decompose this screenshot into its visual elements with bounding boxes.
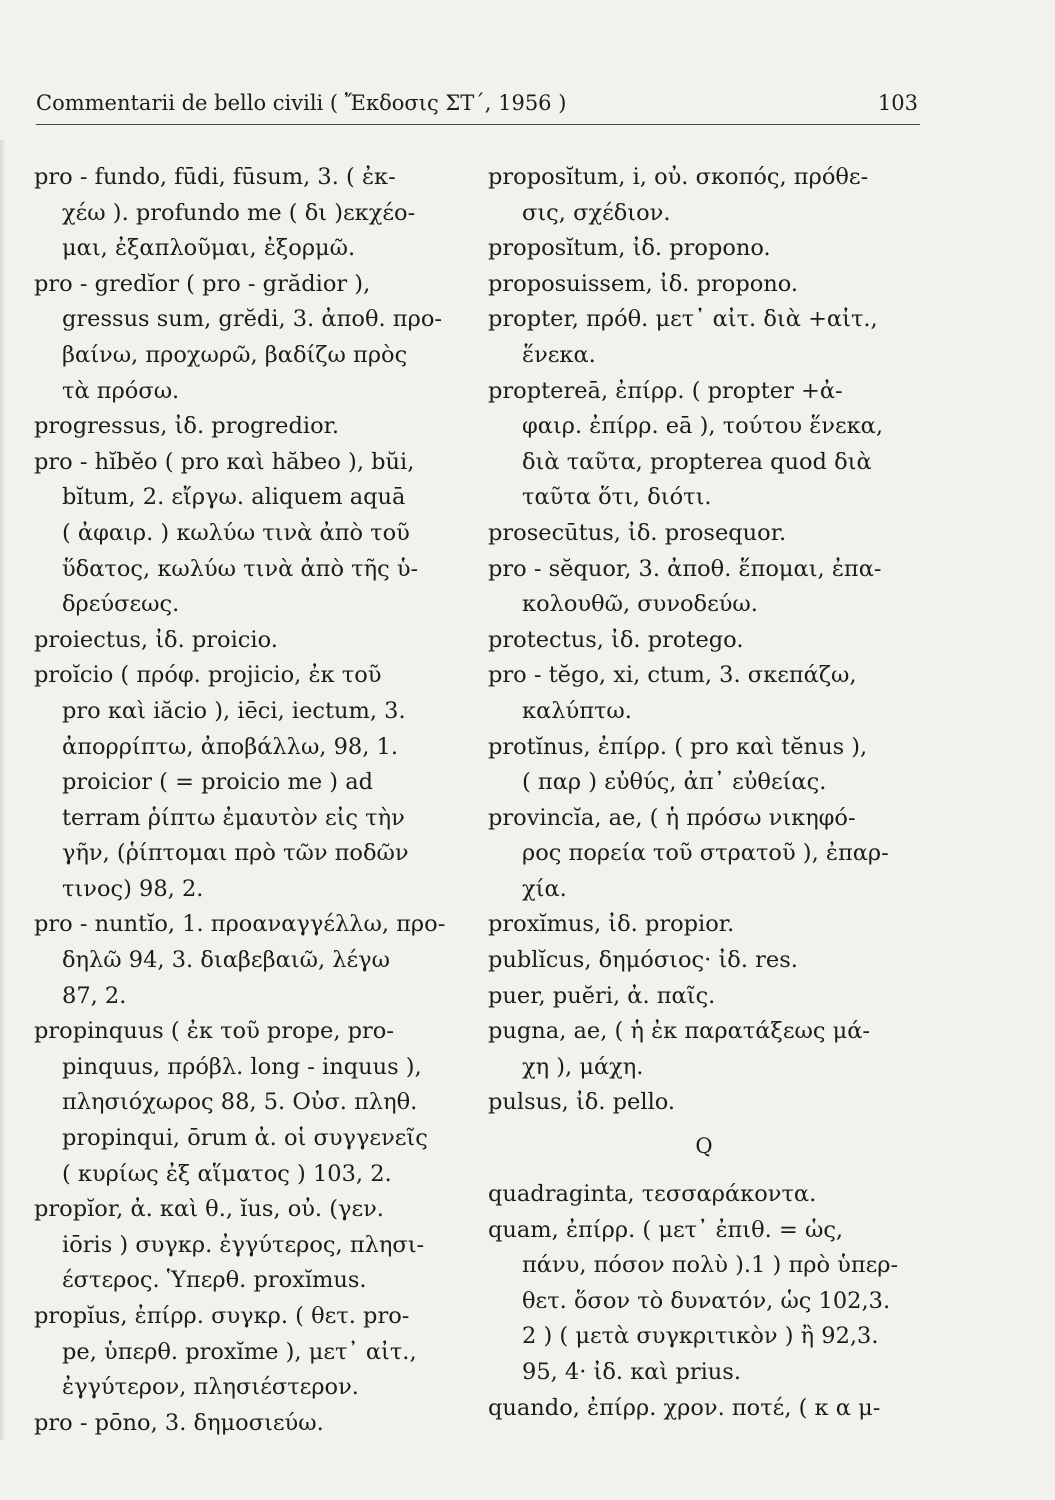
entry-continuation-line: 87, 2. xyxy=(62,982,127,1009)
entry-continuation-line: χη ), μάχη. xyxy=(522,1053,644,1080)
page-number: 103 xyxy=(877,91,918,115)
entry-headword-line: proiectus, ἰδ. proicio. xyxy=(34,626,278,653)
entry-headword-line: pro - fundo, fūdi, fūsum, 3. ( ἐκ- xyxy=(34,164,396,190)
entry-continuation-line: ( κυρίως ἐξ αἵματος ) 103, 2. xyxy=(62,1160,392,1187)
entry-continuation-line: χία. xyxy=(522,875,567,902)
entry-continuation-line: 95, 4· ἰδ. καὶ prius. xyxy=(522,1359,742,1385)
entry-headword-line: protĭnus, ἐπίρρ. ( pro καὶ tĕnus ), xyxy=(488,733,868,760)
entry-continuation-line: ἀπορρίπτω, ἀποβάλλω, 98, 1. xyxy=(62,733,398,760)
entry-continuation-line: proicior ( = proicio me ) ad xyxy=(62,769,374,796)
entry-headword-line: prosecūtus, ἰδ. prosequor. xyxy=(488,519,787,546)
entry-headword-line: pro - tĕgo, xi, ctum, 3. σκεπάζω, xyxy=(488,662,857,689)
entry-continuation-line: ἕνεκα. xyxy=(522,341,596,368)
entry-headword-line: proposĭtum, i, οὐ. σκοπός, πρόθε- xyxy=(488,164,869,190)
entry-headword-line: pro - nuntĭo, 1. προαναγγέλλω, προ- xyxy=(34,911,446,938)
entry-continuation-line: πάνυ, πόσον πολὺ ).1 ) πρὸ ὑπερ- xyxy=(522,1252,899,1279)
entry-continuation-line: έστερος. Ὑπερθ. proxĭmus. xyxy=(62,1267,367,1294)
entry-continuation-line: ( ἀφαιρ. ) κωλύω τινὰ ἀπὸ τοῦ xyxy=(62,519,410,546)
entry-continuation-line: pe, ὑπερθ. proxĭme ), μετ᾽ αἰτ., xyxy=(62,1338,417,1365)
entry-headword-line: provincĭa, ae, ( ἡ πρόσω νικηφό- xyxy=(488,804,856,831)
entry-headword-line: proxĭmus, ἰδ. propior. xyxy=(488,911,735,938)
entry-continuation-line: ἐγγύτερον, πλησιέστερον. xyxy=(62,1374,359,1401)
entry-continuation-line: pro καὶ iăcio ), iēci, iectum, 3. xyxy=(62,697,406,724)
entry-headword-line: progressus, ἰδ. progredior. xyxy=(34,413,340,440)
entry-headword-line: quadraginta, τεσσαράκοντα. xyxy=(488,1181,817,1208)
entry-continuation-line: διὰ ταῦτα, propterea quod διὰ xyxy=(522,448,872,475)
entry-continuation-line: καλύπτω. xyxy=(522,697,632,724)
entry-continuation-line: propinqui, ōrum ἀ. οἱ συγγενεῖς xyxy=(62,1125,428,1152)
header-title: Commentarii de bello civili ( Ἔκδοσις ΣΤ΄, 1956 ) xyxy=(36,91,567,115)
entry-continuation-line: κολουθῶ, συνοδεύω. xyxy=(522,591,758,618)
entry-headword-line: pro - hĭbĕo ( pro καὶ hăbeo ), bŭi, xyxy=(34,448,415,475)
entry-continuation-line: τὰ πρόσω. xyxy=(62,377,180,404)
entry-headword-line: protectus, ἰδ. protego. xyxy=(488,626,744,653)
entry-continuation-line: iōris ) συγκρ. ἐγγύτερος, πλησι- xyxy=(62,1231,425,1258)
entry-headword-line: proposĭtum, ἰδ. propono. xyxy=(488,235,771,262)
entry-continuation-line: bĭtum, 2. εἴργω. aliquem aquā xyxy=(62,484,406,511)
entry-continuation-line: γῆν, (ῥίπτομαι πρὸ τῶν ποδῶν xyxy=(62,840,409,867)
entry-continuation-line: δηλῶ 94, 3. διαβεβαιῶ, λέγω xyxy=(62,947,390,974)
entry-headword-line: proposuissem, ἰδ. propono. xyxy=(488,270,799,297)
entry-headword-line: propter, πρόθ. μετ᾽ αἰτ. διὰ +αἰτ., xyxy=(488,306,878,333)
section-letter: Q xyxy=(695,1134,713,1159)
entry-continuation-line: βαίνω, προχωρῶ, βαδίζω πρὸς xyxy=(62,341,408,368)
entry-headword-line: pulsus, ἰδ. pello. xyxy=(488,1089,676,1116)
entry-continuation-line: θετ. ὅσον τὸ δυνατόν, ὡς 102,3. xyxy=(522,1287,891,1314)
entry-headword-line: publĭcus, δημόσιος· ἰδ. res. xyxy=(488,947,798,974)
entry-continuation-line: ( παρ ) εὐθύς, ἀπ᾽ εὐθείας. xyxy=(522,769,827,796)
left-column xyxy=(34,160,462,1441)
entry-continuation-line: φαιρ. ἐπίρρ. eā ), τούτου ἕνεκα, xyxy=(522,413,884,440)
entry-headword-line: quando, ἐπίρρ. χρον. ποτέ, ( κ α μ- xyxy=(488,1394,881,1421)
entry-continuation-line: χέω ). profundo me ( δι )εκχέο- xyxy=(62,199,416,226)
entry-continuation-line: πλησιόχωρος 88, 5. Οὐσ. πληθ. xyxy=(62,1089,418,1116)
entry-headword-line: pro - sĕquor, 3. ἀποθ. ἕπομαι, ἐπα- xyxy=(488,555,882,582)
entry-continuation-line: μαι, ἐξαπλοῦμαι, ἐξορμῶ. xyxy=(62,235,356,262)
entry-continuation-line: σις, σχέδιον. xyxy=(522,199,671,226)
entry-headword-line: pro - gredĭor ( pro - grădior ), xyxy=(34,270,371,297)
right-column xyxy=(488,160,920,1426)
entry-continuation-line: ταῦτα ὅτι, διότι. xyxy=(522,484,712,511)
running-header xyxy=(36,88,920,125)
entry-continuation-line: ρος πορεία τοῦ στρατοῦ ), ἐπαρ- xyxy=(522,840,889,867)
entry-continuation-line: pinquus, πρόβλ. long - inquus ), xyxy=(62,1053,422,1080)
entry-continuation-line: terram ῥίπτω ἐμαυτὸν εἰς τὴν xyxy=(62,804,405,831)
entry-headword-line: propĭus, ἐπίρρ. συγκρ. ( θετ. pro- xyxy=(34,1303,410,1329)
entry-continuation-line: 2 ) ( μετὰ συγκριτικὸν ) ἢ 92,3. xyxy=(522,1323,879,1350)
entry-headword-line: propinquus ( ἐκ τοῦ prope, pro- xyxy=(34,1018,394,1045)
entry-headword-line: propĭor, ἀ. καὶ θ., ĭus, οὐ. (γεν. xyxy=(34,1196,384,1223)
entry-continuation-line: ὕδατος, κωλύω τινὰ ἀπὸ τῆς ὑ- xyxy=(62,555,419,582)
entry-continuation-line: δρεύσεως. xyxy=(62,591,180,618)
entry-headword-line: pro - pōno, 3. δημοσιεύω. xyxy=(34,1409,324,1436)
entry-headword-line: puer, puĕri, ἀ. παῖς. xyxy=(488,982,716,1009)
entry-headword-line: propterеā, ἐπίρρ. ( propter +ἀ- xyxy=(488,377,843,404)
entry-continuation-line: gressus sum, grĕdi, 3. ἀποθ. προ- xyxy=(62,306,442,333)
entry-headword-line: quam, ἐπίρρ. ( μετ᾽ ἐπιθ. = ὡς, xyxy=(488,1216,844,1243)
entry-continuation-line: τινος) 98, 2. xyxy=(62,875,204,902)
entry-headword-line: pugna, ae, ( ἡ ἐκ παρατάξεως μά- xyxy=(488,1018,871,1045)
entry-headword-line: proĭcio ( πρόφ. projicio, ἐκ τοῦ xyxy=(34,662,382,689)
binding-shadow xyxy=(0,140,6,1440)
